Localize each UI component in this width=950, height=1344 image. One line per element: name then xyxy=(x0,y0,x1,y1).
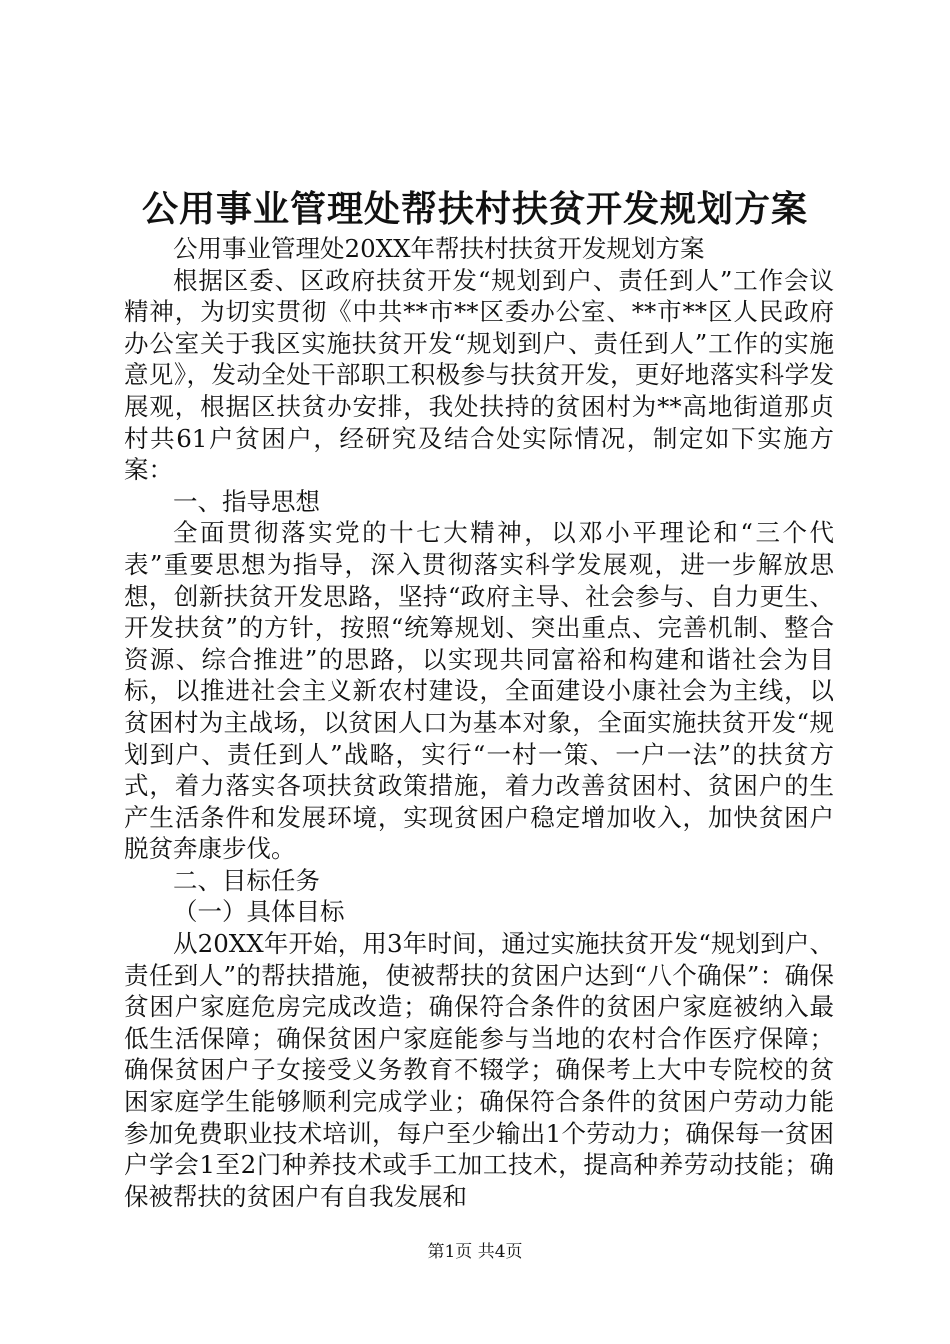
page-number-footer: 第1页 共4页 xyxy=(427,1242,523,1262)
specific-goals-paragraph: 从20XX年开始，用3年时间，通过实施扶贫开发“规划到户、责任到人”的帮扶措施，使被帮扶的贫困户达到“八个确保”：确保贫困户家庭危房完成改造；确保符合条件的贫困户家庭被纳入最低生活保障；确保贫困户家庭能参与当地的农村合作医疗保障；确保贫困户子女接受义务教育不辍学；确保考上大中专院校的贫困家庭学生能够顺利完成学业；确保符合条件的贫困户劳动力能参加免费职业技术培训，每户至少输出1个劳动力；确保每一贫困户学会1至2门种养技术或手工加工技术，提高种养劳动技能；确保被帮扶的贫困户有自我发展和 xyxy=(124,929,834,1211)
document-title: 公用事业管理处帮扶村扶贫开发规划方案 xyxy=(141,188,808,230)
section-heading-goals: 二、目标任务 xyxy=(173,865,320,895)
guiding-ideology-paragraph: 全面贯彻落实党的十七大精神，以邓小平理论和“三个代表”重要思想为指导，深入贯彻落实科学发展观，进一步解放思想，创新扶贫开发思路，坚持“政府主导、社会参与、自力更生、开发扶贫”的方针，按照“统筹规划、突出重点、完善机制、整合资源、综合推进”的思路，以实现共同富裕和构建和谐社会为目标，以推进社会主义新农村建设，全面建设小康社会为主线，以贫困村为主战场，以贫困人口为基本对象，全面实施扶贫开发“规划到户、责任到人”战略，实行“一村一策、一户一法”的扶贫方式，着力落实各项扶贫政策措施，着力改善贫困村、贫困户的生产生活条件和发展环境，实现贫困户稳定增加收入，加快贫困户脱贫奔康步伐。 xyxy=(124,518,834,864)
section-heading-guiding-ideology: 一、指导思想 xyxy=(173,486,320,516)
subsection-heading-specific-goals: （一）具体目标 xyxy=(173,897,345,927)
subtitle-paragraph: 公用事业管理处20XX年帮扶村扶贫开发规划方案 xyxy=(173,234,705,263)
intro-paragraph: 根据区委、区政府扶贫开发“规划到户、责任到人”工作会议精神，为切实贯彻《中共**市**区委办公室、**市**区人民政府办公室关于我区实施扶贫开发“规划到户、责任到人”工作的实施意见》，发动全处干部职工积极参与扶贫开发，更好地落实科学发展观，根据区扶贫办安排，我处扶持的贫困村为**高地街道那贞村共61户贫困户，经研究及结合处实际情况，制定如下实施方案： xyxy=(124,265,834,485)
document-body xyxy=(124,233,834,1212)
